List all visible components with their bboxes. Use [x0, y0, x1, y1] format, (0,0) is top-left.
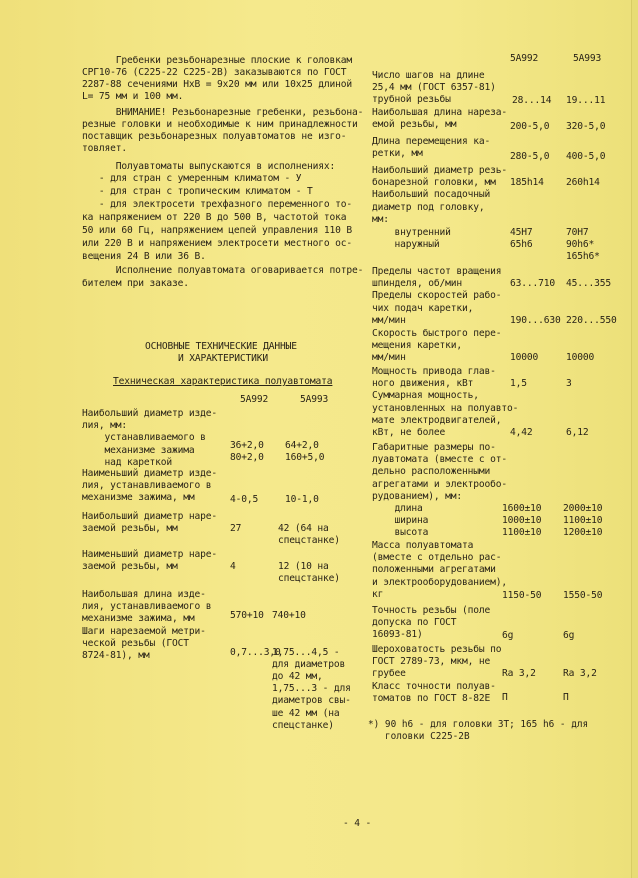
- spec-label: Наибольший диаметр резь- бонарезной головки, мм Наибольший посадочный диаметр под головку, мм:: [372, 165, 508, 225]
- spec-label: Наибольшая длина изде- лия, устанавливаемого в механизме зажима, мм Шаги нарезаемой метри- ческой резьбы (ГОСТ 8724-81), мм: [82, 589, 212, 662]
- spec-value: 1,5 4,42: [510, 378, 533, 438]
- intro-line: товляет.: [82, 143, 128, 154]
- column-header: 5А992: [240, 394, 269, 405]
- spec-value: 260h14: [566, 177, 600, 188]
- spec-value: 185h14: [510, 177, 544, 188]
- spec-value: 1150-50: [502, 590, 542, 601]
- page-edge: [631, 0, 638, 878]
- spec-label: Число шагов на длине 25,4 мм (ГОСТ 6357-81) трубной резьбы: [372, 70, 496, 106]
- section-subtitle: Техническая характеристика полуавтомата: [113, 376, 333, 387]
- spec-value: 42 (64 на спецстанке): [278, 523, 340, 547]
- intro-line: вещения 24 В или 36 В.: [82, 251, 206, 262]
- spec-value: 6g: [563, 630, 575, 641]
- spec-label: внутренний наружный: [394, 227, 451, 251]
- spec-label: Точность резьбы (поле допуска по ГОСТ 16093-81): [372, 605, 491, 641]
- spec-label: Наибольший диаметр изде- лия, мм: устанавливаемого в механизме зажима над кареткой: [82, 408, 218, 468]
- spec-label: Наибольший диаметр наре- заемой резьбы, мм: [82, 511, 218, 535]
- intro-line: Гребенки резьбонарезные плоские к головкам: [82, 55, 353, 66]
- spec-value: 36+2,0 80+2,0: [230, 440, 264, 464]
- spec-value: 45Н7 65h6: [510, 227, 533, 251]
- intro-line: L= 75 мм и 100 мм.: [82, 91, 184, 102]
- spec-value: 70Н7 90h6* 165h6*: [566, 227, 600, 263]
- spec-value: 64+2,0 160+5,0: [285, 440, 325, 464]
- column-header: 5А993: [573, 53, 602, 64]
- spec-label: Мощность привода глав- ного движения, кВт Суммарная мощность, установленных на полуавто- мате электродвигателей, кВт, не более: [372, 366, 519, 439]
- intro-line: 50 или 60 Гц, напряжением цепей управления 110 В: [82, 225, 353, 236]
- spec-value: 4-0,5: [230, 494, 259, 505]
- spec-value: Ra 3,2: [502, 668, 536, 679]
- section-title: И ХАРАКТЕРИСТИКИ: [178, 353, 269, 364]
- column-header: 5А992: [510, 53, 539, 64]
- intro-line: или 220 В и напряжением электросети местного ос-: [82, 238, 353, 249]
- spec-value: 400-5,0: [566, 151, 606, 162]
- spec-label: Длина перемещения ка- ретки, мм: [372, 136, 491, 160]
- spec-value: 280-5,0: [510, 151, 550, 162]
- spec-label: Класс точности полуав- томатов по ГОСТ 8-82Е: [372, 681, 496, 705]
- spec-label: Наименьший диаметр изде- лия, устанавливаемого в механизме зажима, мм: [82, 468, 218, 504]
- page-number: - 4 -: [343, 818, 372, 829]
- spec-value: Ra 3,2: [563, 668, 597, 679]
- spec-value: 28...14: [512, 95, 552, 106]
- footnote: головки С225-2В: [368, 731, 470, 742]
- spec-label: Масса полуавтомата (вместе с отдельно рас- положенными агрегатами и электрооборудованием), кг: [372, 540, 508, 600]
- intro-line: поставщик резьбонарезных полуавтоматов не изго-: [82, 131, 347, 142]
- spec-value: 200-5,0: [510, 121, 550, 132]
- column-header: 5А993: [300, 394, 329, 405]
- spec-value: 2000±10 1100±10 1200±10: [563, 503, 603, 539]
- intro-line: Полуавтоматы выпускаются в исполнениях:: [82, 161, 336, 172]
- intro-line: бителем при заказе.: [82, 278, 189, 289]
- intro-line: СРГ10-76 (С225-22 С225-2В) заказываются по ГОСТ: [82, 67, 347, 78]
- spec-value: П: [502, 692, 508, 703]
- spec-value: 12 (10 на спецстанке): [278, 561, 340, 585]
- spec-value: 740+10 1,75...4,5 - для диаметров до 42 мм, 1,75...3 - для диаметров свы- ше 42 мм (на спецстанке): [272, 610, 351, 731]
- spec-label: Наименьший диаметр наре- заемой резьбы, мм: [82, 549, 218, 573]
- spec-value: 27: [230, 523, 242, 534]
- intro-line: ка напряжением от 220 В до 500 В, частотой тока: [82, 212, 347, 223]
- footnote: *) 90 h6 - для головки 3Т; 165 h6 - для: [368, 719, 589, 730]
- intro-line: резные головки и необходимые к ним принадлежности: [82, 119, 358, 130]
- intro-line: Исполнение полуавтомата оговаривается потре-: [82, 265, 364, 276]
- spec-value: 1600±10 1000±10 1100±10: [502, 503, 542, 539]
- section-title: ОСНОВНЫЕ ТЕХНИЧЕСКИЕ ДАННЫЕ: [145, 341, 297, 352]
- spec-value: 19...11: [566, 95, 606, 106]
- intro-line: - для электросети трехфазного переменного то-: [82, 199, 353, 210]
- spec-value: П: [563, 692, 569, 703]
- spec-value: 570+10 0,7...3,0: [230, 610, 281, 658]
- intro-line: - для стран с тропическим климатом - Т: [82, 186, 313, 197]
- spec-label: Габаритные размеры по- луавтомата (вместе с от- дельно расположенными агрегатами и электрообо- рудованием), мм:: [372, 442, 508, 502]
- spec-label: Пределы частот вращения шпинделя, об/мин Пределы скоростей рабо- чих подач каретки, мм/мин: [372, 266, 502, 326]
- intro-line: ВНИМАНИЕ! Резьбонарезные гребенки, резьбона-: [82, 107, 364, 118]
- intro-line: - для стран с умеренным климатом - У: [82, 173, 302, 184]
- intro-line: 2287-88 сечениями НхВ = 9х20 мм или 10х25 длиной: [82, 79, 353, 90]
- spec-value: 320-5,0: [566, 121, 606, 132]
- spec-label: Шероховатость резьбы по ГОСТ 2789-73, мкм, не грубее: [372, 644, 502, 680]
- spec-value: 6g: [502, 630, 514, 641]
- spec-label: длина ширина высота: [394, 503, 429, 539]
- spec-value: 10000: [510, 352, 539, 363]
- spec-value: 4: [230, 561, 236, 572]
- spec-value: 1550-50: [563, 590, 603, 601]
- spec-value: 3 6,12: [566, 378, 589, 438]
- spec-value: 45...355 220...550: [566, 278, 617, 326]
- spec-label: Скорость быстрого пере- мещения каретки, мм/мин: [372, 328, 502, 364]
- spec-label: Наибольшая длина нареза- емой резьбы, мм: [372, 107, 508, 131]
- spec-value: 10-1,0: [285, 494, 319, 505]
- spec-value: 10000: [566, 352, 595, 363]
- spec-value: 63...710 190...630: [510, 278, 561, 326]
